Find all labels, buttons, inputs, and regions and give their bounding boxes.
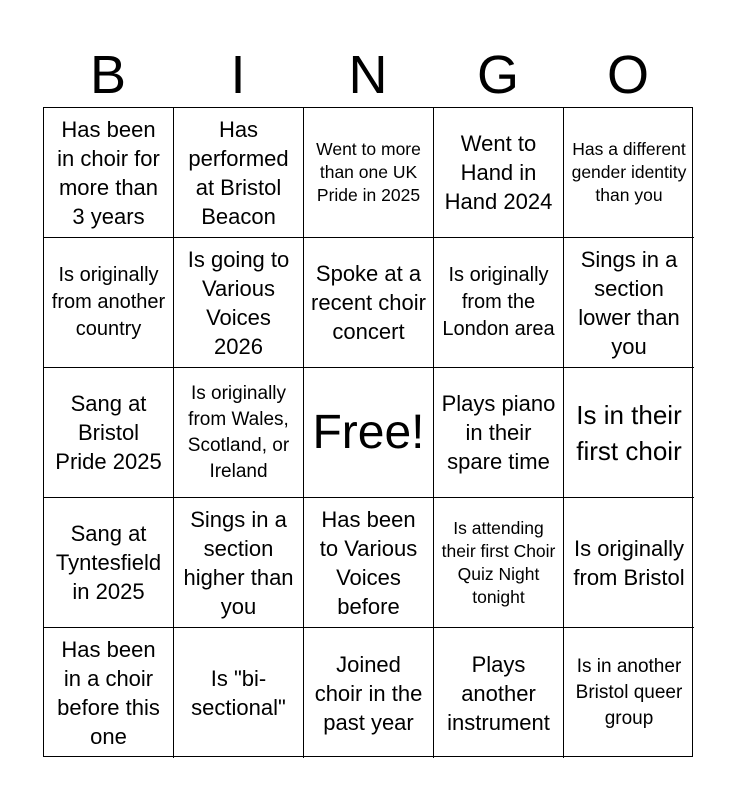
- bingo-cell[interactable]: [304, 238, 434, 368]
- bingo-cell[interactable]: [44, 628, 174, 758]
- bingo-cell[interactable]: [174, 368, 304, 498]
- bingo-cell[interactable]: [174, 108, 304, 238]
- bingo-cell[interactable]: [174, 628, 304, 758]
- header-letter-g: G: [476, 45, 519, 105]
- cell-text: Has been in a choir before this one: [57, 637, 160, 749]
- bingo-cell[interactable]: [434, 238, 564, 368]
- cell-text: Is originally from Wales, Scotland, or Ireland: [187, 382, 290, 482]
- bingo-cell[interactable]: [564, 108, 694, 238]
- cell-text: Went to more than one UK Pride in 2025: [316, 139, 421, 205]
- cell-text: Has been in choir for more than 3 years: [57, 116, 160, 229]
- bingo-cell[interactable]: [434, 498, 564, 628]
- cell-text: Is originally from the London area: [442, 264, 555, 340]
- cell-text: Joined choir in the past year: [314, 651, 423, 735]
- bingo-cell[interactable]: [304, 628, 434, 758]
- cell-text: Sings in a section higher than you: [183, 506, 294, 619]
- bingo-cell[interactable]: [434, 108, 564, 238]
- cell-text: Is attending their first Choir Quiz Night tonight: [441, 517, 556, 607]
- bingo-header: [43, 42, 693, 108]
- cell-text: Spoke at a recent choir concert: [311, 261, 426, 344]
- bingo-cell[interactable]: [304, 498, 434, 628]
- cell-text: Is in another Bristol queer group: [575, 656, 683, 729]
- bingo-cell[interactable]: [304, 108, 434, 238]
- bingo-grid: [43, 107, 693, 757]
- bingo-cell[interactable]: [174, 238, 304, 368]
- cell-text: Is "bi-sectional": [191, 666, 286, 720]
- bingo-cell[interactable]: [564, 368, 694, 498]
- cell-text: Sang at Tyntesfield in 2025: [55, 521, 162, 604]
- cell-text: Sings in a section lower than you: [578, 246, 680, 359]
- bingo-cell[interactable]: [564, 628, 694, 758]
- bingo-cell[interactable]: [564, 498, 694, 628]
- bingo-cell[interactable]: [44, 108, 174, 238]
- bingo-cell-free[interactable]: [304, 368, 434, 498]
- header-letter-n: N: [348, 45, 388, 105]
- cell-text: Has been to Various Voices before: [319, 506, 418, 619]
- header-letter-b: B: [89, 45, 127, 105]
- cell-text: Plays another instrument: [447, 651, 550, 735]
- bingo-cell[interactable]: [434, 368, 564, 498]
- free-space-text: Free!: [312, 405, 425, 459]
- cell-text: Has a different gender identity than you: [571, 139, 687, 205]
- cell-text: Plays piano in their spare time: [441, 391, 556, 474]
- cell-text: Is originally from Bristol: [573, 535, 685, 590]
- cell-text: Went to Hand in Hand 2024: [444, 131, 553, 214]
- cell-text: Is going to Various Voices 2026: [187, 246, 290, 359]
- bingo-cell[interactable]: [44, 498, 174, 628]
- cell-text: Is in their first choir: [576, 399, 682, 466]
- bingo-cell[interactable]: [564, 238, 694, 368]
- header-letter-o: O: [606, 45, 649, 105]
- bingo-cell[interactable]: [44, 238, 174, 368]
- bingo-cell[interactable]: [174, 498, 304, 628]
- header-letter-i: I: [230, 45, 246, 105]
- cell-text: Has performed at Bristol Beacon: [188, 116, 289, 229]
- cell-text: Is originally from another country: [51, 264, 166, 340]
- bingo-cell[interactable]: [434, 628, 564, 758]
- bingo-cell[interactable]: [44, 368, 174, 498]
- cell-text: Sang at Bristol Pride 2025: [55, 391, 162, 474]
